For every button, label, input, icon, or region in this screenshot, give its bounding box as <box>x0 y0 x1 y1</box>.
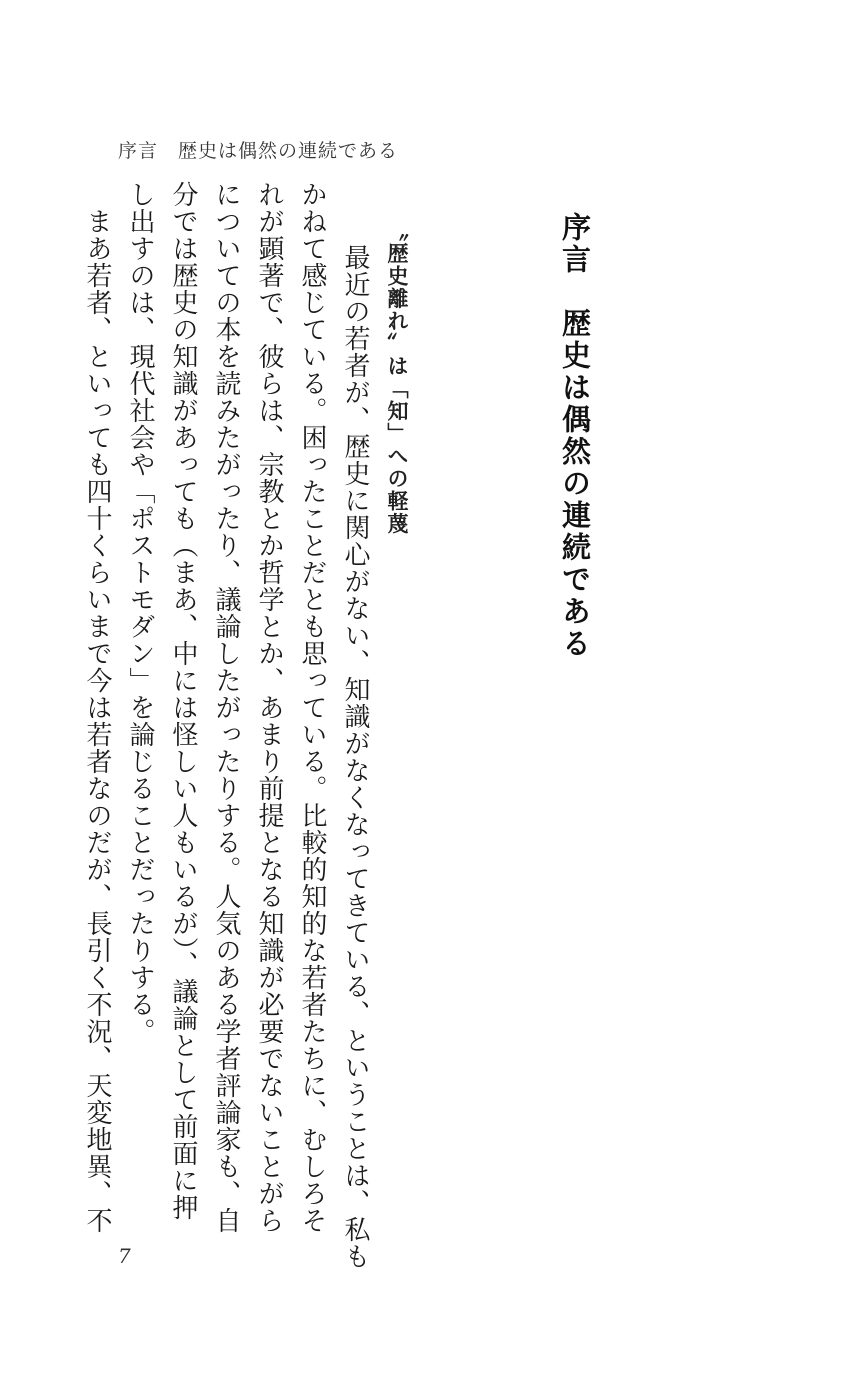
section-heading: 〝歴史離れ〟は「知」への軽蔑 <box>385 220 409 535</box>
body-line-4: についての本を読みたがったり、議論したがったりする。人気のある学者評論家も、自 <box>211 181 241 1234</box>
body-line-2: かねて感じている。困ったことだとも思っている。比較的知的な若者たちに、むしろそ <box>297 181 327 1234</box>
body-line-6: し出すのは、現代社会や「ポストモダン」を論じることだったりする。 <box>125 181 155 1045</box>
body-line-1: 最近の若者が、歴史に関心がない、知識がなくなってきている、ということは、私も <box>340 244 370 1270</box>
body-line-3: れが顕著で、彼らは、宗教とか哲学とか、あまり前提となる知識が必要でないことがら <box>254 181 284 1234</box>
chapter-title: 序言 歴史は偶然の連続である <box>558 212 592 660</box>
body-line-7: まあ若者、といっても四十くらいまで今は若者なのだが、長引く不況、天変地異、不 <box>82 181 112 1234</box>
page-number: 7 <box>118 1244 131 1268</box>
running-header: 序言 歴史は偶然の連続である <box>118 140 399 162</box>
body-line-5: 分では歴史の知識があっても（まあ、中には怪しい人もいるが）、議論として前面に押 <box>168 181 198 1221</box>
